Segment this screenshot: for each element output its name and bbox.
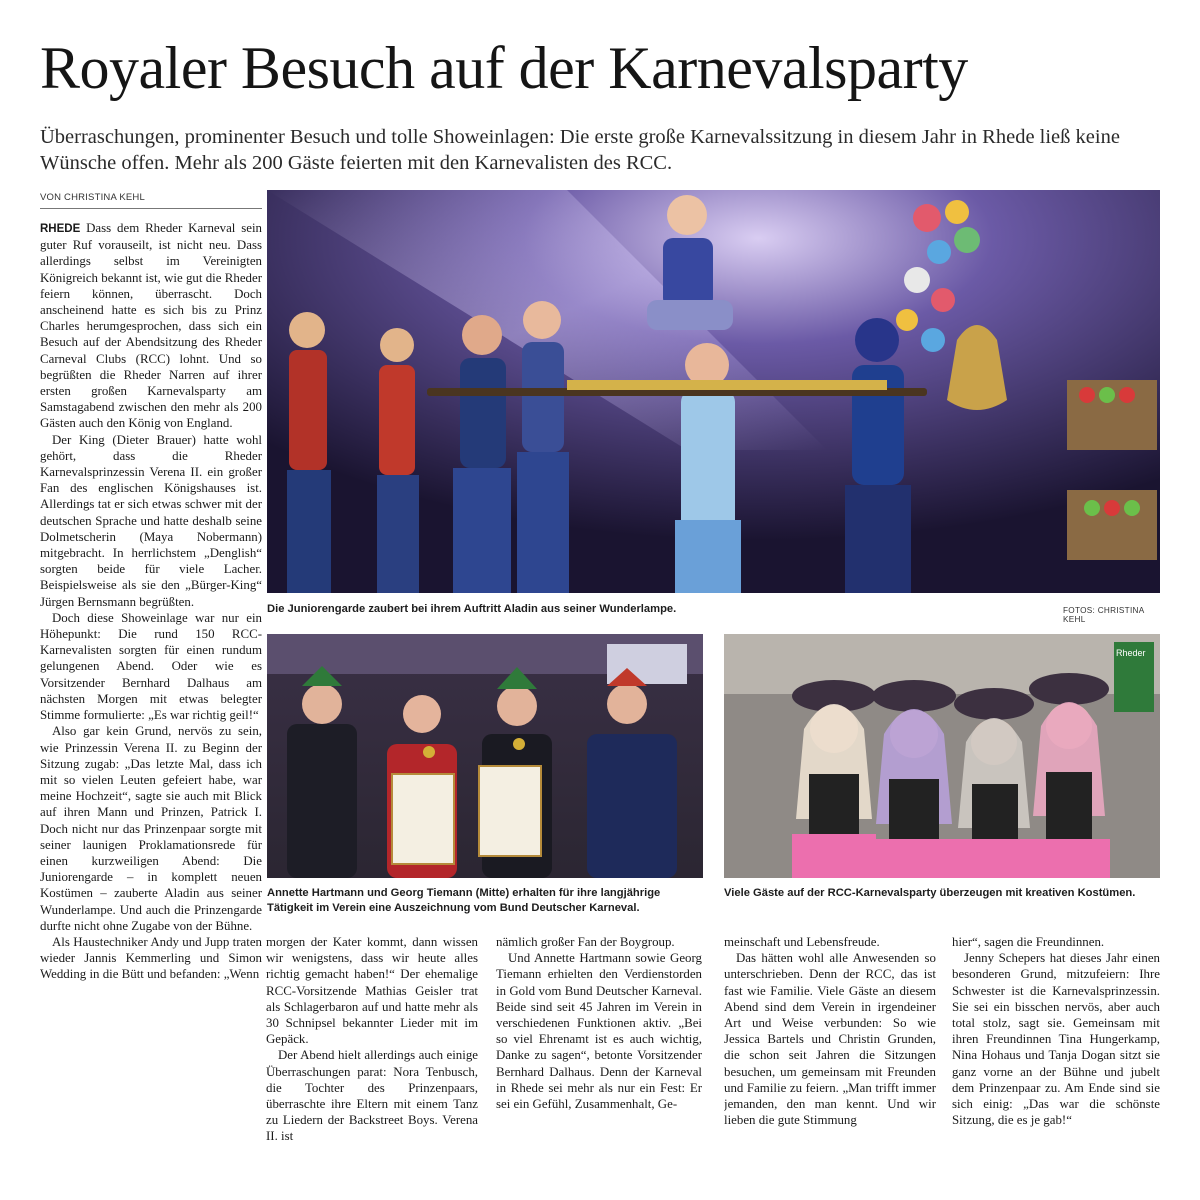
paragraph: morgen der Kater kommt, dann wissen wir wenigstens, dass wir heute alles richtig gemacht haben!“ Der ehemalige RCC-Vorsitzende Mathias Geisler trat als Schlagerbaron auf und hatte mehr als 30 Schnipsel bekannter Lieder mit im Gepäck. — [266, 935, 478, 1047]
photo-guests-costumes — [724, 634, 1160, 878]
guests-photo-caption: Viele Gäste auf der RCC-Karnevalsparty überzeugen mit kreativen Kostümen. — [724, 887, 1136, 899]
article-column-1 — [40, 220, 262, 1188]
article-column-4 — [724, 934, 936, 1188]
photo-credit: FOTOS: CHRISTINA KEHL — [1063, 606, 1145, 624]
paragraph: Jenny Schepers hat dieses Jahr einen besonderen Grund, mitzufeiern: Ihre Schwester ist die Karnevalsprinzessin. Sie sei ein bisschen nervös, aber auch total stolz, sagt sie. Gemeinsam mit ihren Freundinnen Tina Hungerkamp, Nina Hohaus und Tanja Dogan sitzt sie ganz vorne an der Bühne und jubelt dem Prinzenpaar zu. Am Ende sind sie sich einig: „Das war die schönste Sitzung, die es je gab!“ — [952, 951, 1160, 1128]
photo-award-ceremony — [267, 634, 703, 878]
paragraph: Doch diese Showeinlage war nur ein Höhepunkt: Die rund 150 RCC-Karnevalisten sorgten für einen rundum gelungenen Abend. Oder wie es Vorsitzender Bernhard Dalhaus am nächsten Morgen mit etwas belegter Stimme formulierte: „Es war richtig geil!“ — [40, 610, 262, 723]
paragraph: Das hätten wohl alle Anwesenden so unterschrieben. Denn der RCC, das ist fast wie Familie. Viele Gäste an diesem Abend sind dem Verein in irgendeiner Art und Weise verbunden: So wie Jessica Bartels und Christin Grunden, die schon seit Jahren die Sitzungen besuchen, um gemeinsam mit Freunden und Familie zu feiern. „Man trifft immer jemanden, den man kennt. Und wir lieben die gute Stimmung — [724, 951, 936, 1128]
paragraph: Also gar kein Grund, nervös zu sein, wie Prinzessin Verena II. zu Beginn der Sitzung zugab: „Das letzte Mal, dass ich mit so vielen Leuten gefeiert habe, war meine Hochzeit“, sagte sie auch mit Blick auf ihren Mann und Prinzen, Patrick I. Doch nicht nur das Prinzenpaar sorgte mit seiner launigen Proklamationsrede für einen kurzweiligen Abend: Die Juniorengarde – in komplett neuen Kostümen – zauberte Aladin aus seiner Wunderlampe. Und auch die Prinzengarde durfte nicht ohne Zugabe von der Bühne. — [40, 724, 262, 933]
headline: Royaler Besuch auf der Karnevalsparty — [40, 35, 968, 101]
article-column-2 — [266, 934, 478, 1188]
paragraph: Der King (Dieter Brauer) hatte wohl gehört, dass die Rheder Karnevalsprinzessin Verena II. ein großer Fan des englischen Königshauses ist. Allerdings tat er sich etwas schwer mit der deutschen Sprache und hatte deshalb seine Dolmetscherin (Maya Nobermann) mitgebracht. In herrlichstem „Denglish“ sorgten beide für viele Lacher. Beispielsweise als sie den „Bürger-King“ Jürgen Bernsmann begrüßten. — [40, 432, 262, 609]
paragraph: RHEDE Dass dem Rheder Karneval sein guter Ruf vorauseilt, ist nicht neu. Dass allerdings selbst im Vereinigten Königreich bekannt ist, wie gut die Rheder feiern können, überrascht. Doch anscheinend hatte es sich bis zu Prinz Charles herumgesprochen, dass sich ein Besuch auf der Abendsitzung des Rheder Carneval Clubs (RCC) lohnt. Und so begrüßten die Rheder Narren auf ihrer ersten großen Karnevalsparty am Samstagabend zwischen den mehr als 200 Gästen auch den König von England. — [40, 221, 262, 431]
paragraph: nämlich großer Fan der Boygroup. — [496, 935, 675, 949]
main-photo-juniorengarde — [267, 190, 1160, 593]
paragraph: meinschaft und Lebensfreude. — [724, 935, 880, 949]
paragraph: Und Annette Hartmann sowie Georg Tiemann erhielten den Verdienstorden in Gold vom Bund Deutscher Karneval. Beide sind seit 45 Jahren im Verein in verschiedenen Funktionen aktiv. „Bei so viel Ehrenamt ist es auch wichtig, Danke zu sagen“, betonte Vorsitzender Bernhard Dalhaus. Denn der Karneval in Rhede sei mehr als nur ein Fest: Er sei ein Gefühl, Zusammenhalt, Ge- — [496, 951, 702, 1112]
paragraph: Der Abend hielt allerdings auch einige Überraschungen parat: Nora Tenbusch, die Tochter des Prinzenpaars, überraschte ihre Eltern mit einem Tanz zu Liedern der Backstreet Boys. Verena II. ist — [266, 1048, 478, 1144]
article-column-3 — [496, 934, 702, 1188]
subheadline: Überraschungen, prominenter Besuch und tolle Showeinlagen: Die erste große Karnevalssitzung in diesem Jahr in Rhede ließ keine Wünsche offen. Mehr als 200 Gäste feierten mit den Karnevalisten des RCC. — [40, 126, 1120, 174]
main-photo-caption: Die Juniorengarde zaubert bei ihrem Auftritt Aladin aus seiner Wunderlampe. — [267, 603, 677, 615]
rheder-banner-text: Rheder — [1116, 648, 1146, 658]
award-photo-caption: Annette Hartmann und Georg Tiemann (Mitte) erhalten für ihre langjährige Tätigkeit im Verein eine Auszeichnung vom Bund Deutscher Karneval. — [267, 887, 661, 914]
paragraph: hier“, sagen die Freundinnen. — [952, 935, 1105, 949]
dateline: RHEDE — [40, 223, 81, 235]
byline: VON CHRISTINA KEHL — [40, 192, 262, 209]
paragraph: Als Haustechniker Andy und Jupp traten wieder Jannis Kemmerling und Simon Wedding in die Bütt und befanden: „Wenn — [40, 934, 262, 982]
award-scene-illustration — [267, 634, 703, 878]
stage-scene-illustration — [267, 190, 1160, 593]
article-column-5 — [952, 934, 1160, 1188]
guests-scene-illustration — [724, 634, 1160, 878]
